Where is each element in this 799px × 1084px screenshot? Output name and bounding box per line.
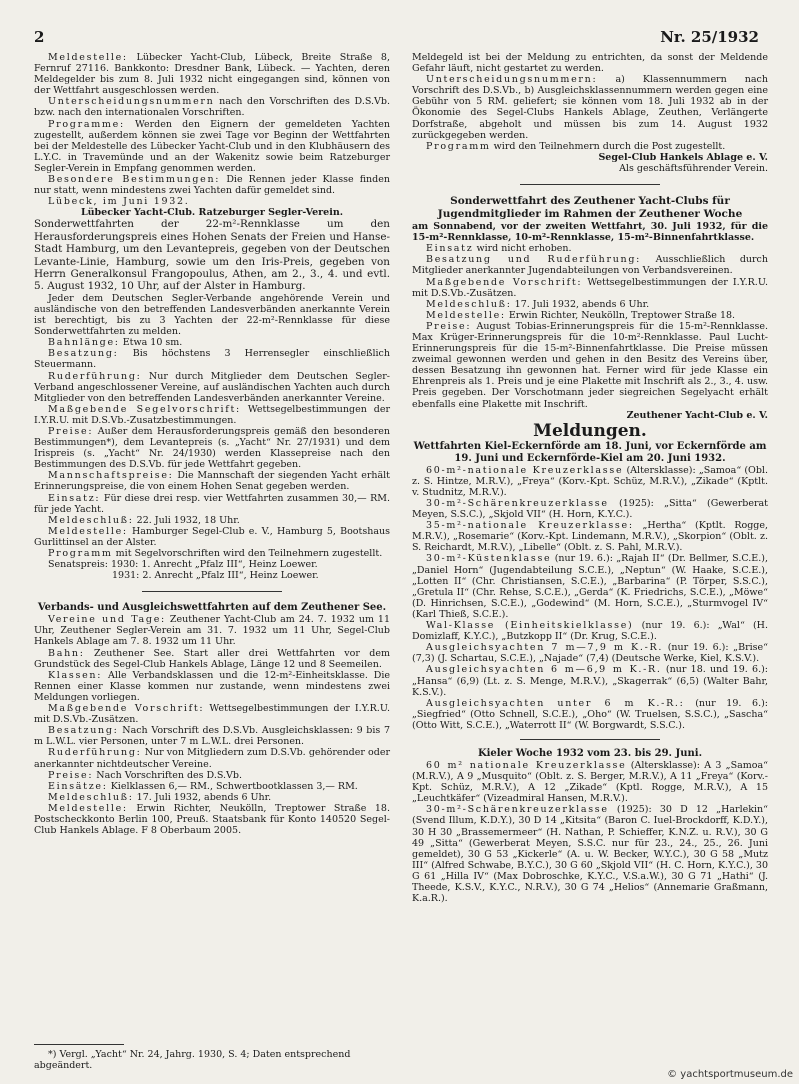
entry-list: 30-m²-Schärenkreuzerklasse (1925): 30 D 12 „Harlekin“ (Svend Illum, K.D.Y.), 30 D 14 „Kitsita“ (Baron C. Iuel-Brockdorff, K.D.Y.), 30 H 30 „Brassemermeer“ (H. Nathan, P. Schieffer, K.N.Z. u. R.V.), 30 G 49 „Sitta“ (Gewerberat Meyen, S.S.C. nur für 23., 24., 25., 26. Juni gemeldet), 30 G 53 „Kickerle“ (A. u. W. Becker, W.Y.C.), 30 G 58 „Mutz III“ (Alfred Schwabe, B.Y.C.), 30 G 60 „Skjold VII“ (H. C. Horn, K.Y.C.), 30 G 61 „Hilla IV“ (Max Dobroschke, K.Y.C., V.S.a.W.), 30 G 71 „Hathi“ (J. Theede, K.S.V., K.Y.C., N.R.V.), 30 G 74 „Helios“ (Annemarie Graßmann, K.a.R.). — [412, 804, 768, 905]
zeuthen-continued — [412, 52, 768, 174]
zeuthen-notice — [34, 602, 390, 836]
entry-list: 60-m²-nationale Kreuzerklasse (Altersklasse): „Samoa“ (Obl. z. S. Hintze, M.R.V.), „Freya“ (Korv.-Kpt. Schüz, M.R.V.), „Zikade“ (Kptlt. v. Studnitz, M.R.V.). — [412, 464, 768, 498]
lubeck-notice — [34, 52, 390, 218]
paragraph: Besondere Bestimmungen: Die Rennen jeder Klasse finden nur statt, wenn mindestens zwei Yachten dafür gemeldet sind. — [34, 174, 390, 197]
footnote — [34, 1044, 390, 1071]
left-column — [34, 52, 390, 836]
paragraph: Meldeschluß: 17. Juli 1932, abends 6 Uhr. — [48, 791, 272, 803]
signature: Lübecker Yacht-Club. Ratzeburger Segler-Verein. — [80, 207, 344, 219]
entry-list: 60 m² nationale Kreuzerklasse (Altersklasse): A 3 „Samoa“ (M.R.V.), A 9 „Musquito“ (Oblt. z. S. Berger, M.R.V.), A 11 „Freya“ (Korv.-Kpt. Schüz, M.R.V.), A 12 „Zikade“ (Kptl. Rogge, M.R.V.), A 15 „Leuchtkäfer“ (Vizeadmiral Hansen, M.R.V.). — [412, 759, 769, 805]
paragraph: Meldestelle: Lübecker Yacht-Club, Lübeck, Breite Straße 8, Fernruf 27116. Bankkonto: Dresdner Bank, Lübeck. — Yachten, deren Meldegelder bis zum 8. Juli 1932 nicht eingegangen sind, können von der Wettfahrt ausgeschlossen werden. — [34, 52, 390, 97]
signature: Zeuthener Yacht-Club e. V. — [626, 409, 768, 421]
paragraph: Meldeschluß: 22. Juli 1932, 18 Uhr. — [48, 514, 240, 526]
paragraph: Einsätze: Kielklassen 6,— RM., Schwertbootklassen 3,— RM. — [48, 780, 358, 792]
jugend-notice — [412, 195, 768, 421]
paragraph: Bahnlänge: Etwa 10 sm. — [48, 337, 183, 349]
paragraph: Unterscheidungsnummern nach den Vorschriften des D.S.Vb. bzw. nach den internationalen Vorschriften. — [34, 96, 390, 119]
senate-prize-line: Senatspreis: 1930: 1. Anrecht „Pfalz III“, Heinz Loewer. — [48, 559, 318, 571]
paragraph: Mannschaftspreise: Die Mannschaft der siegenden Yacht erhält Erinnerungspreise, die von einem Hohen Senat gegeben werden. — [34, 470, 390, 493]
paragraph: Meldestelle: Hamburger Segel-Club e. V., Hamburg 5, Bootshaus Gurlittinsel an der Alster. — [34, 525, 390, 548]
paragraph: Jeder dem Deutschen Segler-Verbande angehörende Verein und ausländische von den betreffenden Landesverbänden anerkannte Verein ist berechtigt, bis zu 3 Yachten der 22-m²-Rennklasse für diese Sonderwettfahrten zu melden. — [34, 292, 390, 338]
hamburg-notice — [34, 218, 390, 581]
entry-list: 30-m²-Küstenklasse (nur 19. 6.): „Rajah II“ (Dr. Bellmer, S.C.E.), „Daniel Horn“ (Jugendabteilung S.C.E.), „Neptun“ (W. Haake, S.C.E.), „Lotten II“ (Chr. Christiansen, S.C.E.), „Barbarina“ (P. Törper, S.S.C.), „Gretula II“ (Chr. Rehse, S.C.E.), „Gerda“ (K. Friedrichs, S.C.E.), „Möwe“ (D. Hinrichsen, S.C.E.), „Godewind“ (M. Horn, S.C.E.), „Sturmvogel IV“ (Karl Thieß, S.C.E.). — [412, 553, 768, 620]
entry-list: Ausgleichsyachten 7 m—7,9 m K.-R. (nur 19. 6.): „Brise“ (7,3) (J. Schartau, S.C.E.), „Najade“ (7,4) (Deutsche Werke, Kiel, K.S.V.). — [412, 642, 769, 665]
issue-number: Nr. 25/1932 — [660, 28, 759, 46]
section-heading: Sonderwettfahrten der 22-m²-Rennklasse um den Herausforderungspreis eines Hohen Senats der Freien und Hanse-Stadt Hamburg, um den Levantepreis, gegeben von der Deutschen Levante-Linie, Hamburg, sowie um den Iris-Preis, gegeben von Herrn Generalkonsul Frangopoulus, Athen, am 2., 3., 4. und evtl. 5. August 1932, 10 Uhr, auf der Alster in Hamburg. — [34, 218, 390, 293]
paragraph: Programme: Werden den Eignern der gemeldeten Yachten zugestellt, außerdem können sie zwei Tage vor Beginn der Wettfahrten bei der Meldestelle des Lübecker Yacht-Club und in den Klubhäusern des L.Y.C. in Travemünde und an der Wakenitz sowie beim Ratzeburger Segler-Verein in Empfang genommen werden. — [34, 118, 390, 174]
signature-note: Als geschäftsführender Verein. — [619, 162, 768, 174]
entry-list: Ausgleichsyachten unter 6 m K.-R.: (nur 19. 6.): „Siegfried“ (Otto Schnell, S.C.E.), „Oho“ (W. Truelsen, S.S.C.), „Sascha“ (Otto Witt, S.C.E.), „Waterrott II“ (W. Borgwardt, S.S.C.). — [412, 697, 769, 731]
place-date: Lübeck, im Juni 1932. — [48, 196, 190, 208]
divider — [142, 591, 282, 592]
paragraph: Programm mit Segelvorschriften wird den Teilnehmern zugestellt. — [48, 548, 383, 559]
paragraph: Einsatz wird nicht erhoben. — [426, 243, 572, 255]
paragraph: Besatzung und Ruderführung: Ausschließlich durch Mitglieder anerkannter Jugendabteilungen von Verbandsvereinen. — [412, 254, 768, 277]
meldungen-section — [412, 421, 768, 904]
section-heading: Sonderwettfahrt des Zeuthener Yacht-Clubs für Jugendmitglieder im Rahmen der Zeuthener Woche — [437, 195, 743, 221]
subsection-heading: Kieler Woche 1932 vom 23. bis 29. Juni. — [477, 747, 703, 759]
watermark: © yachtsportmuseum.de — [667, 1069, 793, 1080]
paragraph: Preise: Nach Vorschriften des D.S.Vb. — [48, 769, 243, 781]
paragraph: Klassen: Alle Verbandsklassen und die 12-m²-Einheitsklasse. Die Rennen einer Klasse kommen nur zustande, wenn mindestens zwei Meldungen vorliegen. — [34, 669, 390, 703]
paragraph: Preise: August Tobias-Erinnerungspreis für die 15-m²-Rennklasse. Max Krüger-Erinnerungspreis für die 10-m²-Rennklasse. Paul Lucht-Erinnerungspreis für die 15-m²-Binnenfahrtklasse. Die Preise müssen zweimal gewonnen werden und gehen in den Besitz des Vereins über, dessen Besatzung ihn gewonnen hat. Ferner wird für jede Klasse ein Ehrenpreis als 1. Preis und je eine Plakette mit Inschrift als 2., 3., 4. usw. Preis gegeben. Der Vorschotmann jeder siegreichen Segelyacht erhält ebenfalls eine Plakette mit Inschrift. — [412, 320, 768, 410]
paragraph: Meldegeld ist bei der Meldung zu entrichten, da sonst der Meldende Gefahr läuft, nicht gestartet zu werden. — [412, 52, 768, 75]
paragraph: Unterscheidungsnummern: a) Klassennummern nach Vorschrift des D.S.Vb., b) Ausgleichsklassennummern werden gegen eine Gebühr von 5 RM. geliefert; sie können vom 18. Juli 1932 ab in der Ökonomie des Segel-Clubs Hankels Ablage, Zeuthen, Verlängerte Dorfstraße, abgeholt und müssen bis zum 14. August 1932 zurückgegeben werden. — [412, 74, 768, 141]
paragraph: Vereine und Tage: Zeuthener Yacht-Club am 24. 7. 1932 um 11 Uhr, Zeuthener Segler-Verein am 31. 7. 1932 um 11 Uhr, Segel-Club Hankels Ablage am 7. 8. 1932 um 11 Uhr. — [34, 614, 390, 648]
subsection-heading: Wettfahrten Kiel-Eckernförde am 18. Juni, vor Eckernförde am 19. Juni und Eckernförde-Kiel am 20. Juni 1932. — [413, 440, 767, 464]
divider — [520, 739, 660, 740]
entry-list: 35-m²-nationale Kreuzerklasse: „Hertha“ (Kptlt. Rogge, M.R.V.), „Rosemarie“ (Korv.-Kpt. Lindemann, M.R.V.), „Skorpion“ (Oblt. z. S. Reichardt, M.R.V.), „Libelle“ (Oblt. z. S. Pahl, M.R.V.). — [412, 520, 768, 554]
signature: Segel-Club Hankels Ablage e. V. — [598, 151, 768, 163]
paragraph: Ruderführung: Nur von Mitgliedern zum D.S.Vb. gehörender oder anerkannter nichtdeutscher Vereine. — [34, 747, 390, 770]
page-number: 2 — [34, 28, 45, 46]
paragraph: Besatzung: Bis höchstens 3 Herrensegler einschließlich Steuermann. — [34, 348, 390, 371]
paragraph: Besatzung: Nach Vorschrift des D.S.Vb. Ausgleichsklassen: 9 bis 7 m L.W.L. vier Personen, unter 7 m L.W.L. drei Personen. — [34, 725, 390, 748]
paragraph: Bahn: Zeuthener See. Start aller drei Wettfahrten vor dem Grundstück des Segel-Club Hankels Ablage, Länge 12 und 8 Seemeilen. — [34, 647, 390, 670]
paragraph: Ruderführung: Nur durch Mitglieder dem Deutschen Segler-Verband angeschlossener Vereine, auf ausländischen Yachten auch durch Mitglieder von den betreffenden Landesverbänden anerkannter Vereine. — [34, 370, 390, 404]
section-heading: Verbands- und Ausgleichswettfahrten auf dem Zeuthener See. — [37, 602, 387, 614]
right-column — [412, 52, 768, 904]
paragraph: Meldestelle: Erwin Richter, Neukölln, Treptower Straße 18. — [426, 309, 736, 321]
divider — [520, 184, 660, 185]
entry-list: Wal-Klasse (Einheitskielklasse) (nur 19. 6.): „Wal“ (H. Domizlaff, K.Y.C.), „Butzkopp II“ (Dr. Krug, S.C.E.). — [412, 620, 768, 643]
footnote-text: *) Vergl. „Yacht“ Nr. 24, Jahrg. 1930, S. 4; Daten entsprechend abgeändert. — [34, 1049, 351, 1072]
paragraph: Programm wird den Teilnehmern durch die Post zugestellt. — [426, 140, 726, 152]
senate-prize-line: 1931: 2. Anrecht „Pfalz III“, Heinz Loewer. — [112, 570, 319, 582]
paragraph: Maßgebende Segelvorschrift: Wettsegelbestimmungen der I.Y.R.U. mit D.S.Vb.-Zusatzbestimmungen. — [34, 403, 390, 426]
paragraph: Maßgebende Vorschrift: Wettsegelbestimmungen der I.Y.R.U. mit D.S.Vb.-Zusätzen. — [34, 703, 390, 726]
paragraph: Preise: Außer dem Herausforderungspreis gemäß den besonderen Bestimmungen*), dem Levantepreis (s. „Yacht“ Nr. 27/1931) und dem Irispreis (s. „Yacht“ Nr. 24/1930) werden Klassepreise nach den Bestimmungen des D.S.Vb. für jede Wettfahrt gegeben. — [34, 425, 390, 471]
entry-list: Ausgleichsyachten 6 m—6,9 m K.-R. (nur 18. und 19. 6.): „Hansa“ (6,9) (Lt. z. S. Menge, M.R.V.), „Skagerrak“ (6,5) (Walter Bahr, K.S.V.). — [412, 664, 768, 698]
paragraph: Einsatz: Für diese drei resp. vier Wettfahrten zusammen 30,— RM. für jede Yacht. — [34, 492, 390, 515]
footnote-rule — [34, 1044, 124, 1045]
entry-list: 30-m²-Schärenkreuzerklasse (1925): „Sitta“ (Gewerberat Meyen, S.S.C.), „Skjold VII“ (H. Horn, K.Y.C.). — [412, 498, 768, 521]
paragraph: Maßgebende Vorschrift: Wettsegelbestimmungen der I.Y.R.U. mit D.S.Vb.-Zusätzen. — [412, 276, 768, 299]
section-title: Meldungen. — [533, 420, 647, 441]
paragraph: Meldestelle: Erwin Richter, Neukölln, Treptower Straße 18. Postscheckkonto Berlin 100, Preuß. Staatsbank für Konto 140520 Segel-Club Hankels Ablage. F 8 Oberbaum 2005. — [34, 802, 390, 837]
date-line: am Sonnabend, vor der zweiten Wettfahrt, 30. Juli 1932, für die 15-m²-Rennklasse, 10-m²-Rennklasse, 15-m²-Binnenfahrtklasse. — [412, 221, 768, 244]
paragraph: Meldeschluß: 17. Juli 1932, abends 6 Uhr. — [426, 298, 650, 310]
